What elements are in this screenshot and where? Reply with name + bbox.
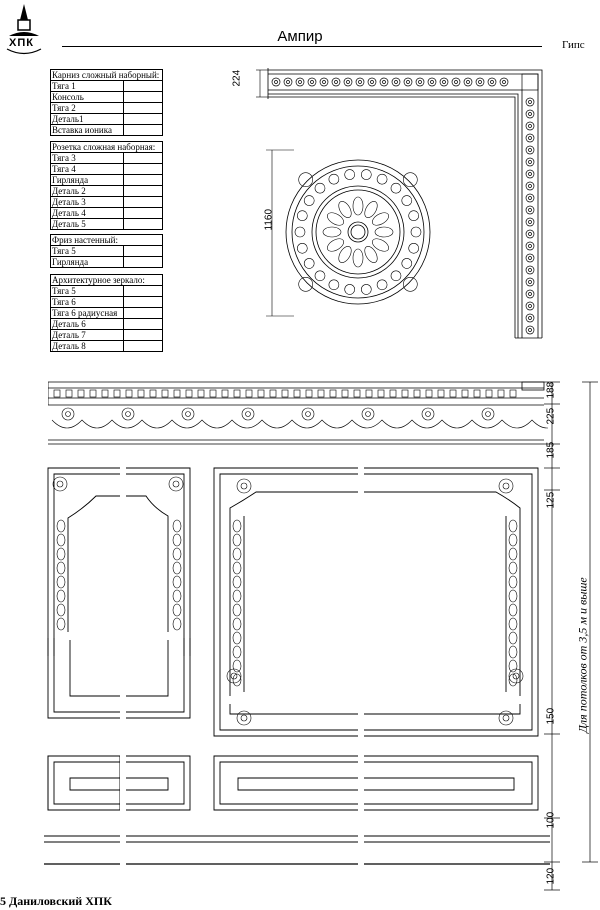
ceiling-height-note: Для потолков от 3,5 м и выше [575,577,590,733]
table-row: Вставка ионика [51,125,163,136]
table-row: Деталь 4 [51,208,163,219]
table-row: Деталь1 [51,114,163,125]
material-label: Гипс [562,39,585,51]
table-row: Тяга 6 [51,297,163,308]
table-row: Тяга 4 [51,164,163,175]
dim-frieze-garland: 225 [545,407,557,425]
header-rule [62,46,542,47]
logo-text: ХПК [9,37,34,49]
table-row: Тяга 5 [51,286,163,297]
table-row: Тяга 6 радиусная [51,308,163,319]
table-row: Тяга 2 [51,103,163,114]
table-row: Консоль [51,92,163,103]
table-row: Гирлянда [51,175,163,186]
dim-panel-low: 100 [545,811,557,829]
dim-skirting: 120 [545,867,557,885]
dim-gap: 185 [545,441,557,459]
table-row: Тяга 1 [51,81,163,92]
table-row: Деталь 8 [51,341,163,352]
dim-mirror-mid: 150 [545,707,557,725]
table-row: Деталь 7 [51,330,163,341]
table-row: Тяга 3 [51,153,163,164]
spec-table-mirror [50,274,163,352]
table-row: Деталь 5 [51,219,163,230]
table-title: Фриз настенный: [51,235,163,246]
table-row: Тяга 5 [51,246,163,257]
frieze-drawing [48,380,548,446]
spec-table-cornice [50,69,163,136]
table-row: Деталь 3 [51,197,163,208]
wall-panels-drawing [44,456,554,876]
table-title: Розетка сложная наборная: [51,142,163,153]
page-title: Ампир [277,28,323,45]
dim-frieze-top: 188 [545,381,557,399]
table-title: Карниз сложный наборный: [51,70,163,81]
table-row: Деталь 6 [51,319,163,330]
table-row: Деталь 2 [51,186,163,197]
table-row: Гирлянда [51,257,163,268]
dim-rosette: 1160 [263,208,275,231]
table-title: Архитектурное зеркало: [51,275,163,286]
dim-mirror-top: 125 [545,491,557,509]
footer-text: 5 Даниловский ХПК [0,894,112,908]
spec-table-rosette [50,141,163,230]
dim-cornice: 224 [231,69,243,87]
spec-table-frieze [50,234,163,268]
